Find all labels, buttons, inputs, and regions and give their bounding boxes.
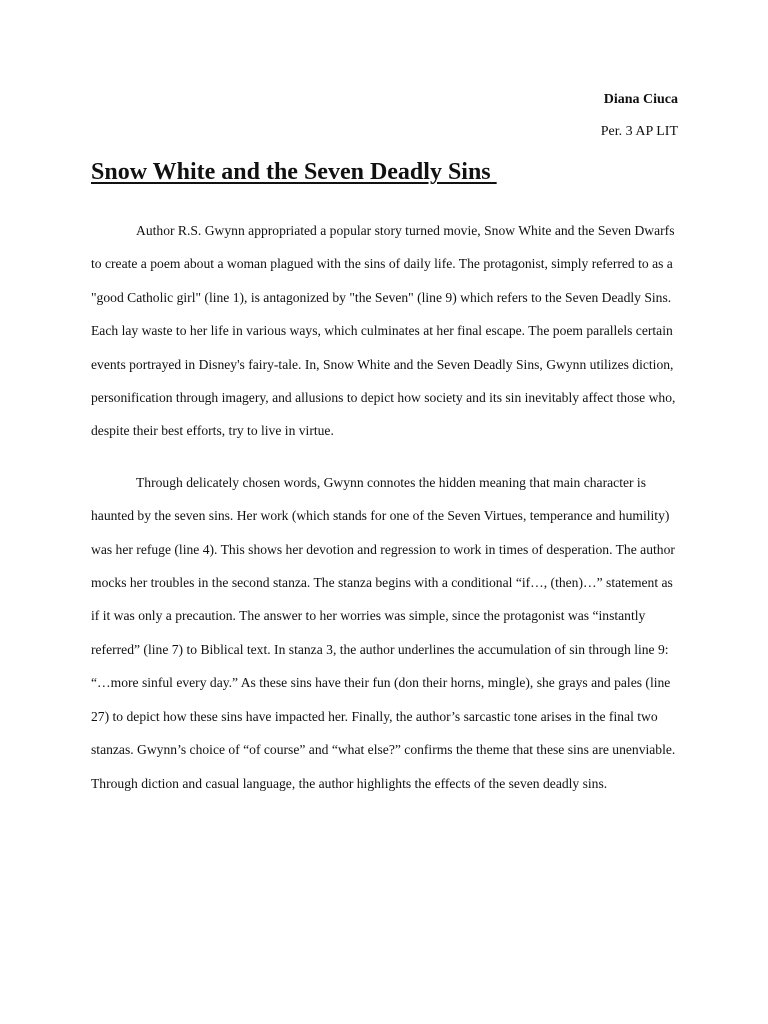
body-paragraph: Through delicately chosen words, Gwynn connotes the hidden meaning that main character is haunted by the seven sins. Her work (which stands for one of the Seven Virtues, temperance and humility) was her refuge (line 4). This shows her devotion and regression to work in times of desperation. The author mocks her troubles in the second stanza. The stanza begins with a conditional “if…, (then)…” statement as if it was only a precaution. The answer to her worries was simple, since the protagonist was “instantly referred” (line 7) to Biblical text. In stanza 3, the author underlines the accumulation of sin through line 9: “…more sinful every day.” As these sins have their fun (don their horns, mingle), she grays and pales (line 27) to depict how these sins have impacted her. Finally, the author’s sarcastic tone arises in the final two stanzas. Gwynn’s choice of “of course” and “what else?” confirms the theme that these sins are unenviable. Through diction and casual language, the author highlights the effects of the seven deadly sins. <box>91 474 676 791</box>
essay-body <box>91 214 679 818</box>
author-name: Diana Ciuca <box>603 92 678 107</box>
intro-paragraph: Author R.S. Gwynn appropriated a popular story turned movie, Snow White and the Seven Dwarfs to create a poem about a woman plagued with the sins of daily life. The protagonist, simply referred to as a "good Catholic girl" (line 1), is antagonized by "the Seven" (line 9) which refers to the Seven Deadly Sins. Each lay waste to her life in various ways, which culminates at her final escape. The poem parallels certain events portrayed in Disney's fairy-tale. In, Snow White and the Seven Deadly Sins, Gwynn utilizes diction, personification through imagery, and allusions to depict how society and its sin inevitably affect those who, despite their best efforts, try to live in virtue. <box>91 223 676 439</box>
essay-title: Snow White and the Seven Deadly Sins <box>91 159 497 185</box>
class-period: Per. 3 AP LIT <box>600 124 678 139</box>
